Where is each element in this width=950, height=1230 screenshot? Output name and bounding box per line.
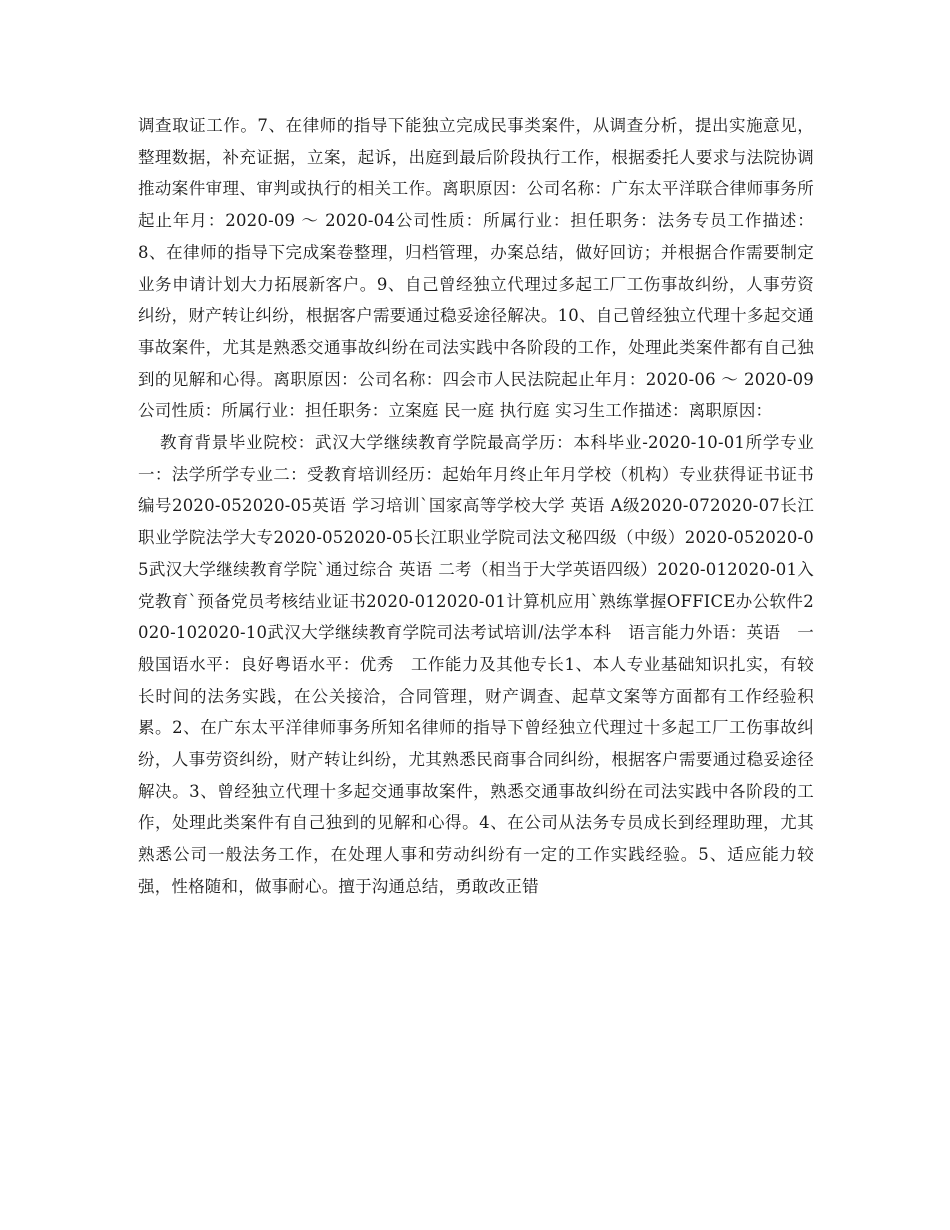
paragraph-work-experience: 调查取证工作。7、在律师的指导下能独立完成民事类案件，从调查分析，提出实施意见，整理数据，补充证据，立案，起诉，出庭到最后阶段执行工作，根据委托人要求与法院协调推动案件审理、审判或执行的相关工作。离职原因：公司名称：广东太平洋联合律师事务所起止年月：2020-09 ～ 2020-04公司性质：所属行业：担任职务：法务专员工作描述：8、在律师的指导下完成案卷整理，归档管理，办案总结，做好回访；并根据合作需要制定业务申请计划大力拓展新客户。9、自己曾经独立代理过多起工厂工伤事故纠纷，人事劳资纠纷，财产转让纠纷，根据客户需要通过稳妥途径解决。10、自己曾经独立代理十多起交通事故案件，尤其是熟悉交通事故纠纷在司法实践中各阶段的工作，处理此类案件都有自己独到的见解和心得。离职原因：公司名称：四会市人民法院起止年月：2020-06 ～ 2020-09公司性质：所属行业：担任职务：立案庭 民一庭 执行庭 实习生工作描述：离职原因： [138,116,814,421]
paragraph-education-and-skills: 教育背景毕业院校：武汉大学继续教育学院最高学历：本科毕业-2020-10-01所学专业一：法学所学专业二：受教育培训经历：起始年月终止年月学校（机构）专业获得证书证书编号2020-052020-05英语 学习培训`国家高等学校大学 英语 A级2020-072020-07长江职业学院法学大专2020-052020-05长江职业学院司法文秘四级（中级）2020-052020-05武汉大学继续教育学院`通过综合 英语 二考（相当于大学英语四级）2020-012020-01入党教育`预备党员考核结业证书2020-012020-01计算机应用`熟练掌握OFFICE办公软件2020-102020-10武汉大学继续教育学院司法考试培训/法学本科 语言能力外语：英语 一般国语水平：良好粤语水平：优秀 工作能力及其他专长1、本人专业基础知识扎实，有较长时间的法务实践，在公关接洽，合同管理，财产调查、起草文案等方面都有工作经验积累。2、在广东太平洋律师事务所知名律师的指导下曾经独立代理过十多起工厂工伤事故纠纷，人事劳资纠纷，财产转让纠纷，尤其熟悉民商事合同纠纷，根据客户需要通过稳妥途径解决。3、曾经独立代理十多起交通事故案件，熟悉交通事故纠纷在司法实践中各阶段的工作，处理此类案件有自己独到的见解和心得。4、在公司从法务专员成长到经理助理，尤其熟悉公司一般法务工作，在处理人事和劳动纠纷有一定的工作实践经验。5、适应能力较强，性格随和，做事耐心。擅于沟通总结，勇敢改正错 [138,433,814,896]
document-body [138,110,814,903]
